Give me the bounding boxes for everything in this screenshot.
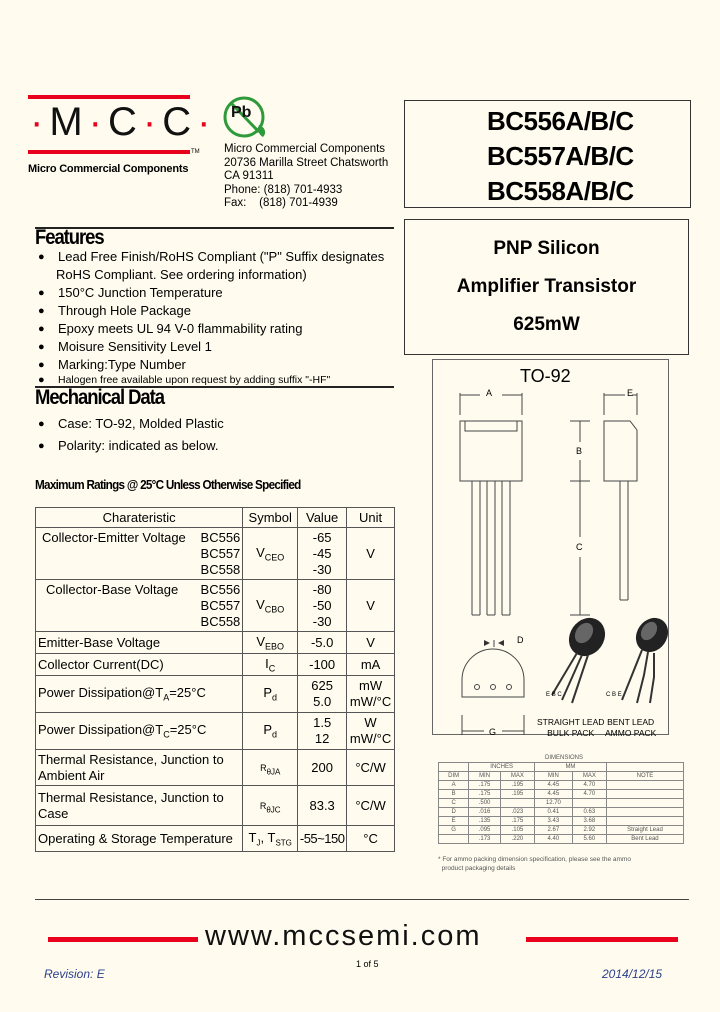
dim-group-header: [439, 763, 684, 772]
address-line: 20736 Marilla Street Chatsworth: [224, 156, 389, 169]
logo: ·M·C·C·: [30, 100, 217, 144]
table-row: [36, 528, 395, 580]
row-symbol: $T_J$, $T_{STG}$: [243, 826, 298, 852]
pin-labels-right: C B E: [606, 692, 622, 698]
dim-group-mm: MM: [534, 763, 606, 772]
caption-bent-lead: BENT LEAD AMMO PACK: [605, 717, 657, 738]
footer-right-bar: [526, 937, 678, 942]
mechanical-item: ● Case: TO-92, Molded Plastic: [36, 414, 396, 434]
table-row: [36, 580, 395, 632]
description-line: 625mW: [513, 314, 580, 335]
address-line: Micro Commercial Components: [224, 143, 386, 155]
row-symbol: $V_{EBO}$: [243, 632, 298, 654]
mechanical-heading: Mechanical Data: [35, 386, 164, 409]
part-number: BC558: [200, 561, 241, 577]
row-value: -5.0: [298, 632, 347, 654]
table-row: [36, 786, 395, 826]
caption-straight-lead: STRAIGHT LEAD BULK PACK: [537, 717, 605, 738]
row-label: [36, 580, 243, 632]
footer-left-bar: [48, 937, 198, 942]
row-label-text: Collector-Emitter Voltage: [42, 529, 186, 545]
header-value: Value: [298, 508, 347, 528]
dim-label-c: C: [576, 542, 583, 552]
description-line: PNP Silicon: [493, 238, 600, 259]
dim-label-g: G: [489, 727, 497, 737]
part-number: BC558: [200, 613, 241, 629]
header-symbol: Symbol: [243, 508, 298, 528]
dim-row: .173 .220 4.40 5.60 Bent Lead: [439, 835, 684, 844]
feature-item: RoHS Compliant. See ordering information): [56, 267, 307, 282]
logo-tm: TM: [191, 149, 200, 155]
dim-col-header: DIM MIN MAX MIN MAX NOTE: [439, 772, 684, 781]
ratings-heading: Maximum Ratings @ 25°C Unless Otherwise Specified: [35, 477, 301, 492]
row-value: -55~150: [298, 826, 347, 852]
logo-top-bar: [28, 95, 190, 99]
part-number: BC557: [200, 545, 241, 561]
logo-company-name: Micro Commercial Components: [28, 163, 189, 175]
row-label: [36, 528, 243, 580]
dim-row: B .175 .195 4.45 4.70: [439, 790, 684, 799]
pb-label: Pb: [231, 104, 252, 121]
table-row: [36, 826, 395, 852]
lead-free-icon: [221, 95, 271, 140]
table-row: [36, 654, 395, 676]
row-label: Collector Current(DC): [36, 654, 243, 676]
website-url[interactable]: www.mccsemi.com: [205, 920, 482, 952]
row-label: Operating & Storage Temperature: [36, 826, 243, 852]
pin-labels-left: E B C: [546, 692, 562, 698]
part-title-box: [404, 100, 691, 208]
table-row: [36, 750, 395, 786]
row-value: 83.3: [298, 786, 347, 826]
part-title: BC558A/B/C: [487, 176, 634, 206]
dimensions-table: [438, 762, 684, 844]
table-row: [36, 676, 395, 713]
header-characteristic: Charateristic: [36, 508, 243, 528]
row-unit: V: [347, 528, 395, 580]
feature-item: ● Lead Free Finish/RoHS Compliant ("P" Suffix designates: [36, 248, 396, 266]
dim-row: C .500 12.70: [439, 799, 684, 808]
address-line: Phone: (818) 701-4933: [224, 183, 343, 196]
features-heading: Features: [35, 226, 104, 249]
row-label: Emitter-Base Voltage: [36, 632, 243, 654]
row-label: Power $Dissipation@T_C=25^\circ C$: [36, 713, 243, 750]
footer-rule: [35, 899, 689, 900]
row-symbol: $P_d$: [243, 713, 298, 750]
row-value: 625 5.0: [298, 676, 347, 713]
dim-row: A .175 .195 4.45 4.70: [439, 781, 684, 790]
package-drawing: [432, 385, 669, 740]
dim-label-a: A: [486, 388, 493, 398]
row-unit: mA: [347, 654, 395, 676]
dim-label-d: D: [517, 635, 524, 645]
header-unit: Unit: [347, 508, 395, 528]
row-label-text: Collector-Base Voltage: [46, 581, 179, 597]
row-symbol: $R_{\theta JA}$: [243, 750, 298, 786]
revision-date: 2014/12/15: [602, 967, 663, 981]
row-value: 1.5 12: [298, 713, 347, 750]
row-unit: V: [347, 632, 395, 654]
row-unit: °C/W: [347, 750, 395, 786]
feature-item: ● Marking:Type Number: [36, 356, 396, 374]
address-line: Fax: (818) 701-4939: [224, 197, 338, 209]
part-number: BC556: [200, 529, 241, 545]
dim-label-e: E: [627, 388, 634, 398]
row-symbol: $V_{CBO}$: [243, 580, 298, 632]
description-line: Amplifier Transistor: [456, 276, 637, 297]
row-unit: °C: [347, 826, 395, 852]
row-value: -100: [298, 654, 347, 676]
package-name: TO-92: [520, 366, 571, 386]
logo-bottom-bar: [28, 150, 190, 154]
feature-item: ● Through Hole Package: [36, 302, 396, 320]
table-row: [36, 713, 395, 750]
dim-row: E .135 .175 3.43 3.68: [439, 817, 684, 826]
row-symbol: $I_C$: [243, 654, 298, 676]
feature-item: ● 150°C Junction Temperature: [36, 284, 396, 302]
address-line: CA 91311: [224, 170, 274, 182]
page-number: 1 of 5: [356, 959, 379, 969]
dim-row: G .095 .105 2.67 2.92 Straight Lead: [439, 826, 684, 835]
row-value: 200: [298, 750, 347, 786]
dimensions-title: DIMENSIONS: [545, 755, 584, 761]
mechanical-item: ● Polarity: indicated as below.: [36, 436, 396, 456]
row-symbol: $R_{\theta JC}$: [243, 786, 298, 826]
row-value: -65 -45 -30: [298, 528, 347, 580]
part-title: BC557A/B/C: [487, 141, 634, 171]
company-address: [224, 143, 388, 211]
part-number: BC557: [200, 597, 241, 613]
description-box: [404, 219, 689, 355]
dim-group-inches: INCHES: [469, 763, 535, 772]
feature-item: ● Moisure Sensitivity Level 1: [36, 338, 396, 356]
ratings-table: [35, 507, 395, 852]
row-symbol: $P_d$: [243, 676, 298, 713]
table-row: [36, 632, 395, 654]
dim-row: D .016 .023 0.41 0.63: [439, 808, 684, 817]
mechanical-list: [36, 414, 396, 456]
dimensions-footnote: * For ammo packing dimension specification, please see the ammo product packaging details: [438, 856, 631, 872]
dim-label-b: B: [576, 446, 583, 456]
row-symbol: $V_{CEO}$: [243, 528, 298, 580]
row-label: Power $Dissipation@T_A=25^\circ C$: [36, 676, 243, 713]
part-number: BC556: [200, 581, 241, 597]
part-title: BC556A/B/C: [487, 106, 634, 136]
row-unit: V: [347, 580, 395, 632]
revision: Revision: E: [44, 967, 105, 981]
row-unit: W mW/°C: [347, 713, 395, 750]
row-unit: °C/W: [347, 786, 395, 826]
row-label: Thermal Resistance, Junction to Case: [36, 786, 243, 826]
row-label: Thermal Resistance, Junction to Ambient Air: [36, 750, 243, 786]
table-header-row: [36, 508, 395, 528]
row-value: -80 -50 -30: [298, 580, 347, 632]
feature-item: ● Epoxy meets UL 94 V-0 flammability rating: [36, 320, 396, 338]
feature-item: ● Halogen free available upon request by adding suffix "-HF": [36, 374, 396, 386]
row-unit: mW mW/°C: [347, 676, 395, 713]
features-list: [36, 248, 396, 386]
